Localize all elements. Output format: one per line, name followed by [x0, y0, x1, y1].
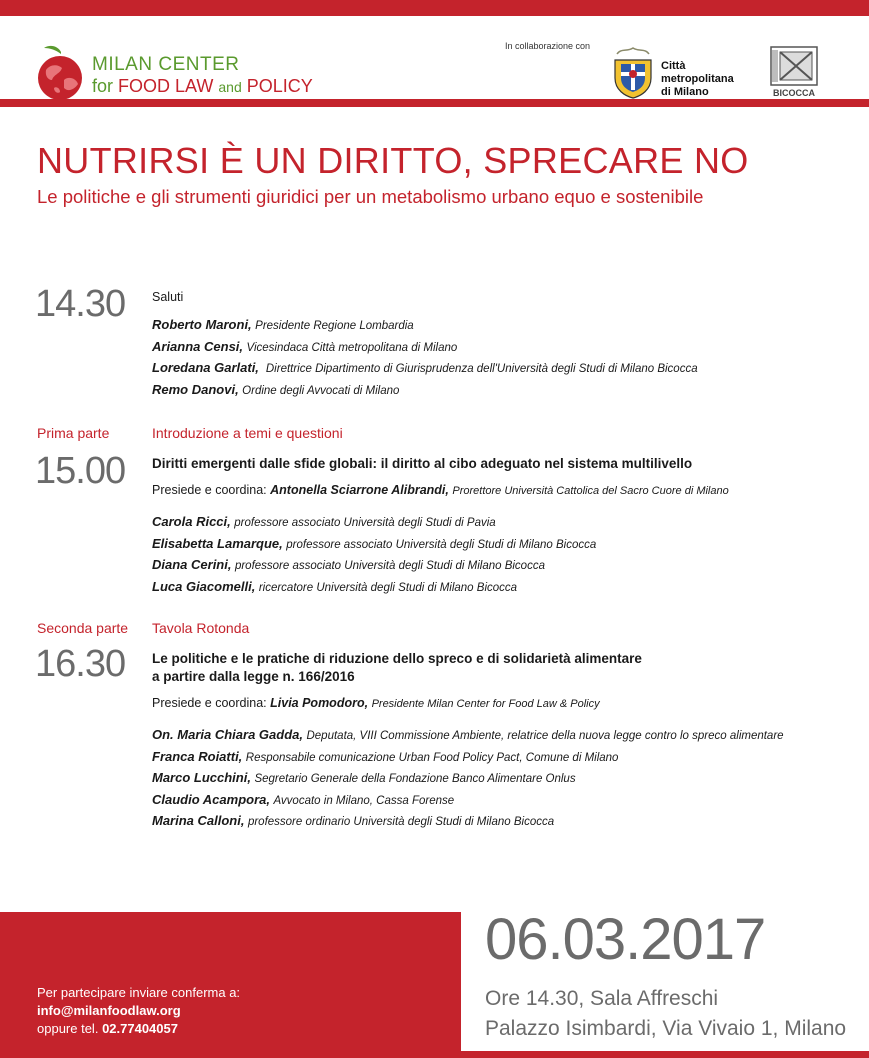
logo-subtitle: for FOOD LAW and POLICY	[92, 76, 313, 96]
speaker-row: Luca Giacomelli, ricercatore Università degli Studi di Milano Bicocca	[152, 578, 518, 594]
speaker-row: Carola Ricci, professore associato Università degli Studi di Pavia	[152, 514, 496, 529]
page-subtitle: Le politiche e gli strumenti giuridici per un metabolismo urbano equo e sostenibile	[37, 186, 704, 207]
time-1500: 15.00	[35, 450, 126, 492]
milan-center-logo	[32, 38, 352, 100]
section-saluti	[152, 289, 852, 401]
speaker-row: Diana Cerini, professore associato Università degli Studi di Milano Bicocca	[152, 557, 545, 572]
top-red-band	[0, 0, 869, 16]
part-label-seconda: Seconda parte	[37, 620, 129, 636]
speaker-row: Loredana Garlati, Direttrice Dipartimento di Giurisprudenza dell'Università degli Studi di Milano Bicocca	[152, 360, 698, 375]
chair-row: Presiede e coordina: Livia Pomodoro, Presidente Milan Center for Food Law & Policy	[152, 696, 600, 710]
time-1430: 14.30	[35, 283, 126, 325]
event-venue: Ore 14.30, Sala Affreschi Palazzo Isimbardi, Via Vivaio 1, Milano	[485, 987, 847, 1040]
session-topic-line1: Le politiche e le pratiche di riduzione dello spreco e di solidarietà alimentare	[152, 651, 642, 666]
section-tavola	[152, 650, 852, 833]
speaker-row: Marco Lucchini, Segretario Generale della Fondazione Banco Alimentare Onlus	[152, 770, 576, 785]
session-topic: Diritti emergenti dalle sfide globali: il diritto al cibo adeguato nel sistema multilivello	[152, 456, 693, 471]
speaker-row: Remo Danovi, Ordine degli Avvocati di Milano	[152, 381, 400, 397]
speaker-row: Roberto Maroni, Presidente Regione Lombardia	[152, 317, 414, 332]
citta-metropolitana-label: Città metropolitana di Milano	[661, 60, 734, 98]
chair-row: Presiede e coordina: Antonella Sciarrone Alibrandi, Prorettore Università Cattolica del Sacro Cuore di Milano	[152, 483, 729, 497]
rsvp-info: Per partecipare inviare conferma a: info@milanfoodlaw.org oppure tel. 02.77404057	[37, 985, 241, 1036]
section-title-intro: Introduzione a temi e questioni	[152, 425, 343, 441]
speaker-row: Marina Calloni, professore ordinario Università degli Studi di Milano Bicocca	[152, 813, 555, 828]
event-date: 06.03.2017	[485, 907, 766, 972]
header-red-band	[0, 99, 869, 107]
rsvp-text: Per partecipare inviare conferma a:	[37, 985, 241, 1000]
collaboration-label: In collaborazione con	[505, 41, 591, 51]
globe-apple-icon	[32, 44, 90, 102]
citta-metropolitana-crest-icon	[611, 44, 655, 100]
session-topic-line2: a partire dalla legge n. 166/2016	[152, 669, 355, 684]
speaker-row: On. Maria Chiara Gadda, Deputata, VIII Commissione Ambiente, relatrice della nuova legge contro lo spreco alimentare	[152, 727, 784, 742]
footer-bottom-band	[461, 1051, 869, 1058]
speaker-row: Franca Roiatti, Responsabile comunicazione Urban Food Policy Pact, Comune di Milano	[152, 748, 619, 764]
time-1630: 16.30	[35, 643, 126, 685]
part-label-prima: Prima parte	[37, 425, 110, 441]
logo-title: MILAN CENTER	[92, 54, 240, 75]
section-title-tavola: Tavola Rotonda	[152, 620, 250, 636]
section-heading: Saluti	[152, 290, 184, 304]
page-title: NUTRIRSI È UN DIRITTO, SPRECARE NO	[37, 140, 749, 181]
speaker-row: Claudio Acampora, Avvocato in Milano, Cassa Forense	[152, 791, 455, 807]
section-intro	[152, 455, 852, 598]
bicocca-university-logo-icon	[770, 46, 818, 98]
rsvp-email-link[interactable]: info@milanfoodlaw.org	[37, 1003, 181, 1018]
speaker-row: Arianna Censi, Vicesindaca Città metropolitana di Milano	[152, 338, 458, 354]
speaker-row: Elisabetta Lamarque, professore associato Università degli Studi di Milano Bicocca	[152, 535, 597, 551]
svg-text:BICOCCA: BICOCCA	[773, 88, 815, 98]
rsvp-phone: 02.77404057	[102, 1021, 178, 1036]
